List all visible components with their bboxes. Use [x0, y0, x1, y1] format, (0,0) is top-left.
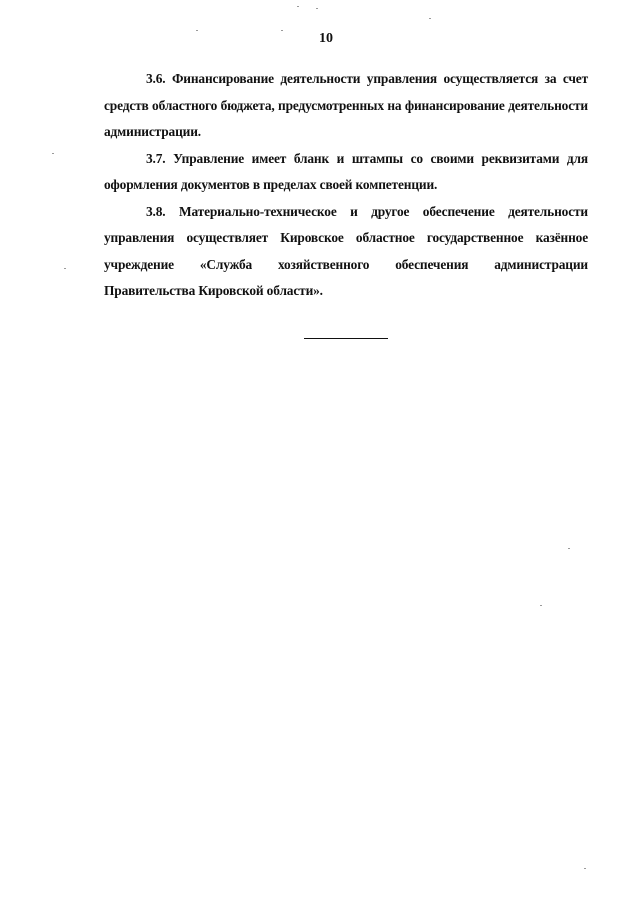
paragraph-3-6: 3.6. Финансирование деятельности управления осуществляется за счет средств областного бюджета, предусмотренных на финансирование деятельности администрации. — [104, 71, 588, 139]
end-divider-line — [304, 338, 388, 339]
document-body — [104, 66, 588, 305]
scan-speck — [429, 18, 431, 19]
scan-speck — [584, 868, 586, 869]
paragraph-3-8: 3.8. Материально-техническое и другое обеспечение деятельности управления осуществляет Кировское областное государственное казённое учреждение «Служба хозяйственного обеспечения администрации Правительства Кировской области». — [104, 203, 588, 298]
page-number: 10 — [319, 31, 333, 46]
scan-speck — [540, 605, 542, 606]
scan-speck — [568, 548, 570, 549]
scan-speck — [64, 268, 66, 269]
paragraph-3-7: 3.7. Управление имеет бланк и штампы со своими реквизитами для оформления документов в пределах своей компетенции. — [104, 150, 588, 192]
scan-speck — [52, 153, 54, 154]
scan-speck — [316, 8, 318, 9]
scan-speck — [297, 6, 299, 7]
